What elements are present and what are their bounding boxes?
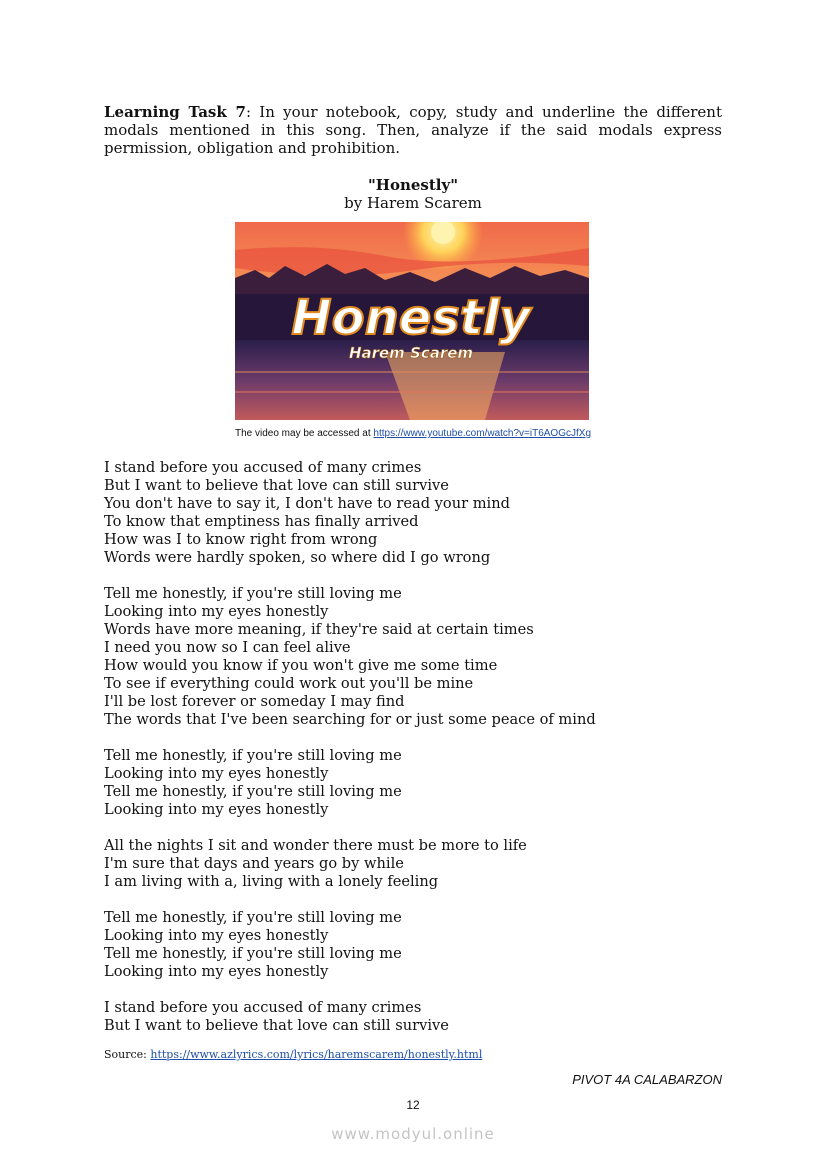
lyrics-line: Looking into my eyes honestly: [104, 963, 329, 980]
video-caption: [0, 427, 826, 440]
song-lyrics: [104, 459, 724, 1053]
song-cover-image: [235, 222, 589, 420]
lyrics-stanza: [104, 459, 724, 567]
lyrics-line: How was I to know right from wrong: [104, 531, 378, 548]
lyrics-line: Tell me honestly, if you're still loving me: [104, 783, 402, 800]
lyrics-line: I stand before you accused of many crimes: [104, 999, 422, 1016]
video-link[interactable]: https://www.youtube.com/watch?v=iT6AOGcJfXg: [373, 428, 591, 439]
lyrics-line: I'll be lost forever or someday I may find: [104, 693, 405, 710]
learning-task-label: Learning Task 7: [104, 103, 246, 121]
lyrics-line: Words have more meaning, if they're said at certain times: [104, 621, 534, 638]
lyrics-line: Tell me honestly, if you're still loving me: [104, 945, 402, 962]
lyrics-line: But I want to believe that love can still survive: [104, 1017, 449, 1034]
source-citation: [104, 1048, 482, 1062]
lyrics-line: Words were hardly spoken, so where did I go wrong: [104, 549, 491, 566]
lyrics-line: To know that emptiness has finally arrived: [104, 513, 419, 530]
lyrics-line: You don't have to say it, I don't have to read your mind: [104, 495, 510, 512]
lyrics-line: How would you know if you won't give me some time: [104, 657, 498, 674]
lyrics-line: Tell me honestly, if you're still loving me: [104, 747, 402, 764]
lyrics-line: But I want to believe that love can still survive: [104, 477, 449, 494]
cover-artist: Harem Scarem: [348, 344, 474, 362]
source-link[interactable]: https://www.azlyrics.com/lyrics/haremscarem/honestly.html: [150, 1048, 483, 1061]
lyrics-line: I need you now so I can feel alive: [104, 639, 351, 656]
lyrics-stanza: [104, 837, 724, 891]
lyrics-line: Looking into my eyes honestly: [104, 765, 329, 782]
lyrics-line: All the nights I sit and wonder there must be more to life: [104, 837, 527, 854]
lyrics-line: Looking into my eyes honestly: [104, 927, 329, 944]
lyrics-line: I stand before you accused of many crimes: [104, 459, 422, 476]
cover-title: Honestly: [291, 290, 531, 346]
lyrics-line: Tell me honestly, if you're still loving me: [104, 585, 402, 602]
lyrics-line: Looking into my eyes honestly: [104, 801, 329, 818]
lyrics-line: The words that I've been searching for or just some peace of mind: [104, 711, 596, 728]
song-title: "Honestly": [367, 176, 459, 194]
watermark: www.modyul.online: [331, 1125, 495, 1143]
lyrics-stanza: [104, 747, 724, 819]
lyrics-line: I am living with a, living with a lonely feeling: [104, 873, 439, 890]
pivot-footer: PIVOT 4A CALABARZON: [572, 1072, 722, 1087]
source-label: Source:: [104, 1048, 151, 1061]
video-caption-text: The video may be accessed at: [234, 428, 374, 439]
song-artist: by Harem Scarem: [344, 194, 482, 212]
lyrics-stanza: [104, 585, 724, 729]
lyrics-stanza: [104, 909, 724, 981]
lyrics-line: Tell me honestly, if you're still loving me: [104, 909, 402, 926]
learning-task-instructions: [104, 103, 722, 157]
lyrics-stanza: [104, 999, 724, 1035]
learning-task-text: : In your notebook, copy, study and underline the different modals mentioned in this song. Then, analyze if the said modals express permission, obligation and prohibition.: [104, 103, 722, 157]
lyrics-line: I'm sure that days and years go by while: [104, 855, 404, 872]
lyrics-line: Looking into my eyes honestly: [104, 603, 329, 620]
lyrics-line: To see if everything could work out you'll be mine: [104, 675, 474, 692]
page-number: 12: [406, 1098, 420, 1112]
